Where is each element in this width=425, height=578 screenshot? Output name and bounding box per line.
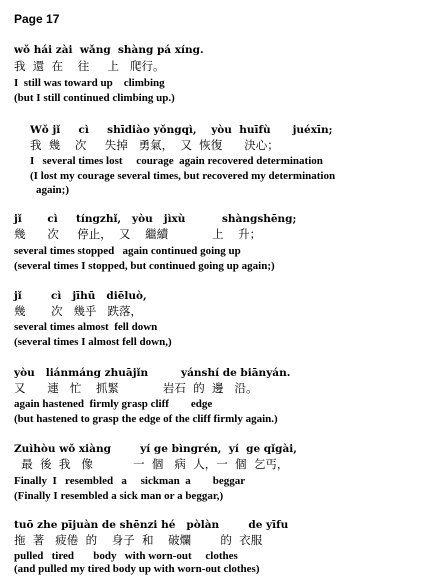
- block-1-pinyin: wǒ hái zài wǎng shàng pá xíng.: [14, 44, 204, 56]
- block-2-translation: (I lost my courage several times, but recovered my determination: [30, 170, 336, 182]
- block-4-translation: (several times I almost fell down,): [14, 336, 172, 348]
- block-5-hanzi: 又 連 忙 抓緊 岩石 的 邊 沿。: [14, 381, 258, 395]
- block-2-translation-cont: again;): [36, 184, 69, 196]
- block-6-hanzi: 最 後 我 像 一 個 病 人，一 個 乞丐，: [14, 457, 289, 471]
- page-number: Page 17: [14, 12, 60, 26]
- block-4-pinyin: jǐ cì jīhū diēluò,: [14, 290, 147, 302]
- block-6-translation: (Finally I resembled a sick man or a beggar,): [14, 490, 224, 502]
- block-1-hanzi: 我 還 在 往 上 爬行。: [14, 59, 165, 73]
- block-7-gloss: pulled tired body with worn-out clothes: [14, 550, 238, 562]
- block-3-gloss: several times stopped again continued going up: [14, 245, 241, 257]
- block-4-gloss: several times almost fell down: [14, 321, 158, 333]
- block-6-gloss: Finally I resembled a sickman a beggar: [14, 475, 246, 487]
- block-3-translation: (several times I stopped, but continued going up again;): [14, 260, 275, 272]
- block-7-hanzi: 拖 著 疲倦 的 身子 和 破爛 的 衣服: [14, 533, 263, 547]
- block-5-translation: (but hastened to grasp the edge of the cliff firmly again.): [14, 413, 278, 425]
- block-5-pinyin: yòu liánmáng zhuājǐn yánshí de biānyán.: [14, 367, 291, 379]
- block-2-gloss: I several times lost courage again recovered determination: [30, 155, 323, 167]
- block-4-hanzi: 幾 次 幾乎 跌落，: [14, 304, 143, 318]
- block-2-hanzi: 我 幾 次 失掉 勇氣， 又 恢復 決心；: [30, 138, 279, 152]
- block-1-gloss: I still was toward up climbing: [14, 77, 165, 89]
- block-3-hanzi: 幾 次 停止， 又 繼續 上 升；: [14, 227, 262, 241]
- block-5-gloss: again hastened firmly grasp cliff edge: [14, 398, 213, 410]
- block-1-translation: (but I still continued climbing up.): [14, 92, 175, 104]
- block-7-translation: (and pulled my tired body up with worn-out clothes): [14, 563, 260, 575]
- block-7-pinyin: tuō zhe pījuàn de shēnzi hé pòlàn de yīfu: [14, 519, 289, 531]
- block-3-pinyin: jǐ cì tíngzhǐ, yòu jìxù shàngshēng;: [14, 213, 297, 225]
- block-6-pinyin: Zuìhòu wǒ xiàng yí ge bìngrén, yí ge qǐgài,: [14, 443, 297, 455]
- block-2-pinyin: Wǒ jǐ cì shīdiào yǒngqì, yòu huīfù juéxīn;: [30, 124, 333, 136]
